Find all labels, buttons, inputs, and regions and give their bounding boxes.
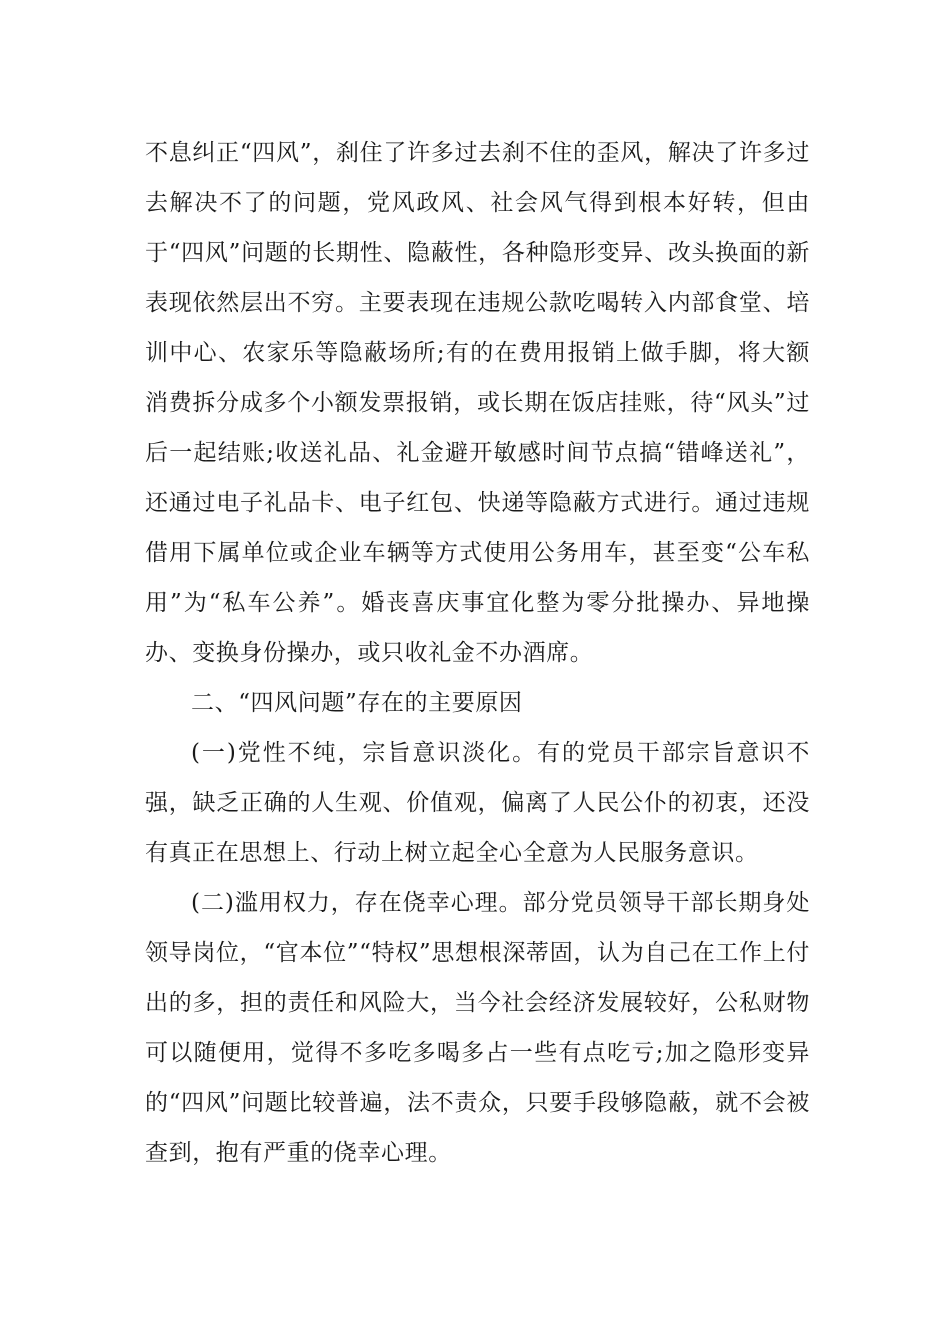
document-body xyxy=(145,128,810,1178)
paragraph-continuation: 不息纠正“四风”，刹住了许多过去刹不住的歪风，解决了许多过去解决不了的问题，党风政风、社会风气得到根本好转，但由于“四风”问题的长期性、隐蔽性，各种隐形变异、改头换面的新表现依然层出不穷。主要表现在违规公款吃喝转入内部食堂、培训中心、农家乐等隐蔽场所;有的在费用报销上做手脚，将大额消费拆分成多个小额发票报销，或长期在饭店挂账，待“风头”过后一起结账;收送礼品、礼金避开敏感时间节点搞“错峰送礼”，还通过电子礼品卡、电子红包、快递等隐蔽方式进行。通过违规借用下属单位或企业车辆等方式使用公务用车，甚至变“公车私用”为“私车公养”。婚丧喜庆事宜化整为零分批操办、异地操办、变换身份操办，或只收礼金不办酒席。 xyxy=(145,140,810,666)
section-heading: 二、“四风问题”存在的主要原因 xyxy=(191,690,523,716)
paragraph-reason-1: (一)党性不纯，宗旨意识淡化。有的党员干部宗旨意识不强，缺乏正确的人生观、价值观，偏离了人民公仆的初衷，还没有真正在思想上、行动上树立起全心全意为人民服务意识。 xyxy=(145,740,810,866)
paragraph-reason-2: (二)滥用权力，存在侥幸心理。部分党员领导干部长期身处领导岗位，“官本位”“特权”思想根深蒂固，认为自己在工作上付出的多，担的责任和风险大，当今社会经济发展较好，公私财物可以随便用，觉得不多吃多喝多占一些有点吃亏;加之隐形变异的“四风”问题比较普遍，法不责众，只要手段够隐蔽，就不会被查到，抱有严重的侥幸心理。 xyxy=(145,890,810,1166)
